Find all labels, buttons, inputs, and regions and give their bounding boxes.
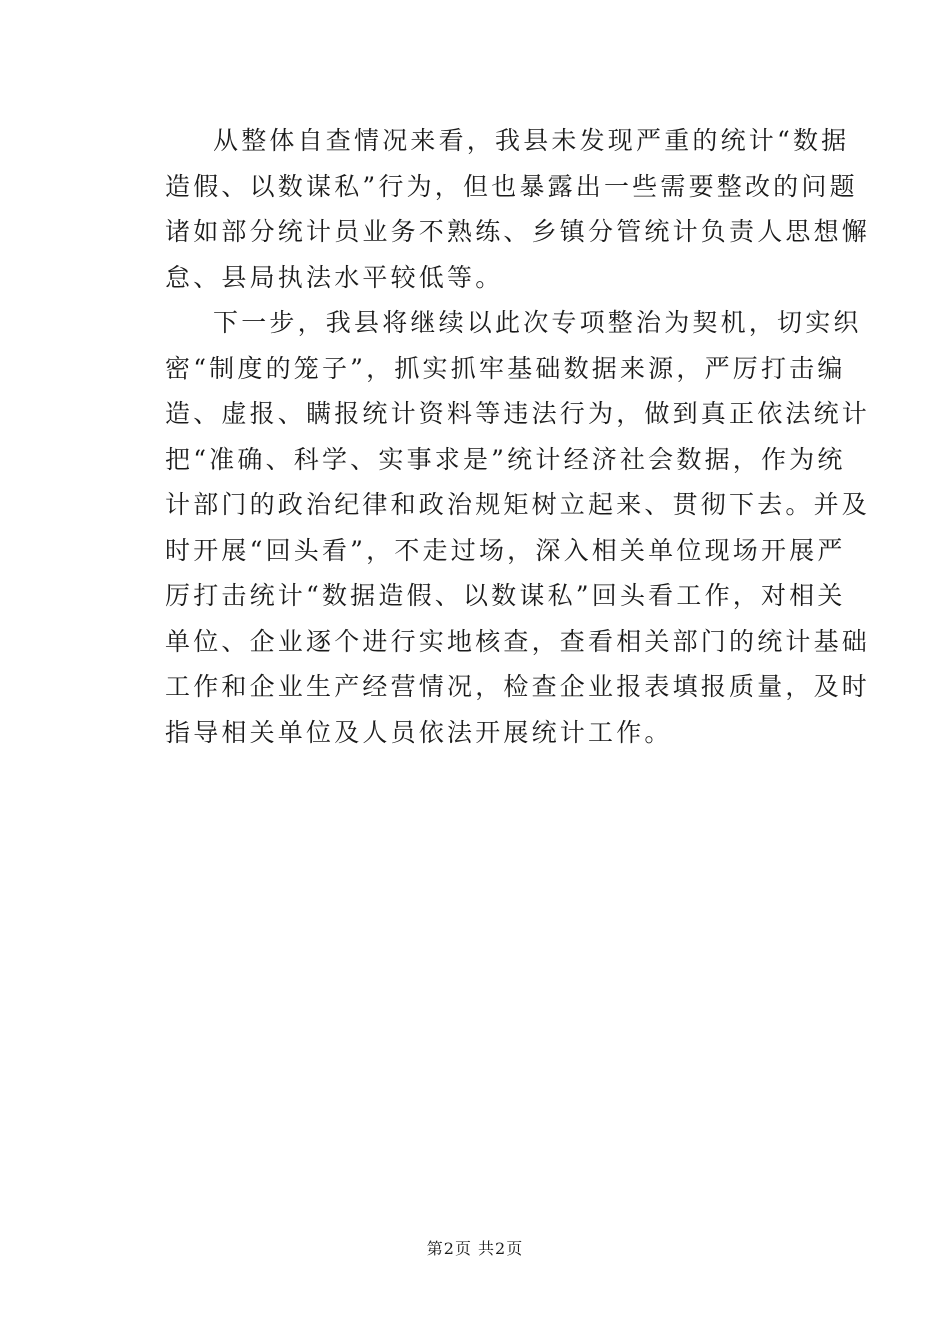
paragraph-1-line-3: 诸如部分统计员业务不熟练、乡镇分管统计负责人思想懈 — [165, 217, 871, 246]
paragraph-1-line-1: 从整体自查情况来看，我县未发现严重的统计“数据 — [213, 126, 850, 155]
paragraph-1-line-4: 怠、县局执法水平较低等。 — [165, 262, 504, 292]
paragraph-2-line-6: 时开展“回头看”，不走过场，深入相关单位现场开展严 — [165, 535, 846, 565]
page-number-footer: 第2页 共2页 — [426, 1239, 524, 1258]
paragraph-2-line-4: 把“准确、科学、实事求是”统计经济社会数据，作为统 — [165, 444, 846, 474]
paragraph-2-line-8: 单位、企业逐个进行实地核查，查看相关部门的统计基础 — [165, 626, 871, 656]
paragraph-2-line-5: 计部门的政治纪律和政治规矩树立起来、贯彻下去。并及 — [165, 490, 871, 519]
paragraph-2-line-9: 工作和企业生产经营情况，检查企业报表填报质量，及时 — [165, 672, 871, 701]
paragraph-2-line-10: 指导相关单位及人员依法开展统计工作。 — [165, 717, 673, 747]
paragraph-1-line-2: 造假、以数谋私”行为，但也暴露出一些需要整改的问题 — [165, 171, 858, 201]
paragraph-2-line-3: 造、虚报、瞒报统计资料等违法行为，做到真正依法统计 — [165, 399, 871, 428]
document-body — [165, 118, 871, 755]
paragraph-2-line-1: 下一步，我县将继续以此次专项整治为契机，切实织 — [213, 308, 862, 337]
paragraph-2-line-7: 厉打击统计“数据造假、以数谋私”回头看工作，对相关 — [165, 581, 846, 610]
paragraph-2-line-2: 密“制度的笼子”，抓实抓牢基础数据来源，严厉打击编 — [165, 353, 846, 383]
